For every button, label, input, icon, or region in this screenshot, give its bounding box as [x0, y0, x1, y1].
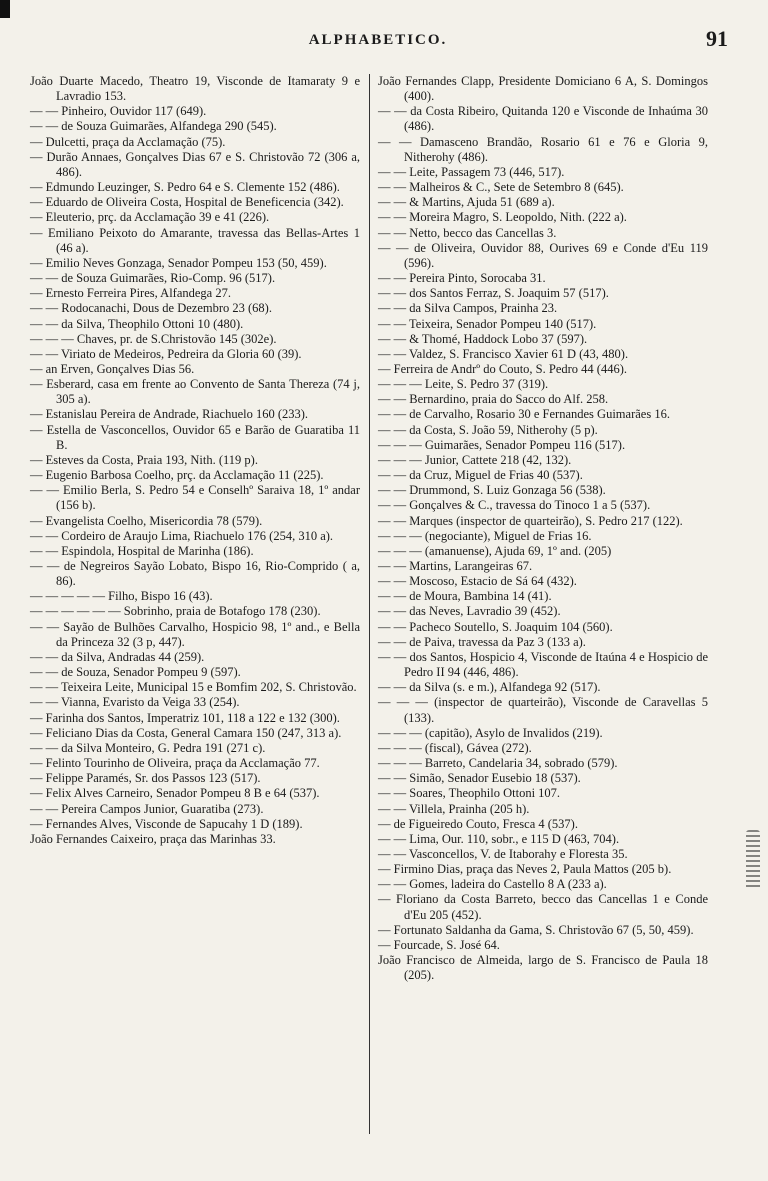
- directory-entry: — — & Martins, Ajuda 51 (689 a).: [378, 195, 555, 210]
- directory-entry: — Eleuterio, prç. da Acclamação 39 e 41 (226).: [30, 210, 270, 225]
- directory-entry: — Durão Annaes, Gonçalves Dias 67 e S. Christovão 72 (306 a, 486).: [30, 149, 360, 179]
- directory-entry: — Evangelista Coelho, Misericordia 78 (579).: [30, 513, 263, 528]
- directory-entry: — Ferreira de Andrº do Couto, S. Pedro 44 (446).: [378, 361, 627, 376]
- directory-entry: — Felinto Tourinho de Oliveira, praça da Acclamação 77.: [30, 756, 320, 771]
- directory-entry: — — Leite, Passagem 73 (446, 517).: [378, 164, 565, 179]
- directory-entry: — — Gomes, ladeira do Castello 8 A (233 a).: [378, 877, 607, 892]
- directory-entry: — — de Negreiros Sayão Lobato, Bispo 16, Rio-Comprido ( a, 86).: [30, 559, 360, 589]
- directory-entry: — — — — — — Sobrinho, praia de Botafogo 178 (230).: [30, 604, 321, 619]
- directory-entry: — — de Souza Guimarães, Alfandega 290 (545).: [30, 119, 277, 134]
- directory-entry: João Duarte Macedo, Theatro 19, Visconde de Itamaraty 9 e Lavradio 153.: [30, 74, 360, 104]
- directory-entry: — Felix Alves Carneiro, Senador Pompeu 8 B e 64 (537).: [30, 786, 320, 801]
- directory-entry: — — Emilio Berla, S. Pedro 54 e Conselhº Saraiva 18, 1º andar (156 b).: [30, 483, 360, 513]
- directory-entry: — — — (negociante), Miguel de Frias 16.: [378, 528, 592, 543]
- directory-entry: — — dos Santos, Hospicio 4, Visconde de Itaúna 4 e Hospicio de Pedro II 94 (446, 486).: [378, 649, 708, 680]
- directory-entry: — Emilio Neves Gonzaga, Senador Pompeu 153 (50, 459).: [30, 255, 327, 270]
- directory-entry: — — Simão, Senador Eusebio 18 (537).: [378, 771, 581, 786]
- directory-entry: — Floriano da Costa Barreto, becco das Cancellas 1 e Conde d'Eu 205 (452).: [378, 892, 708, 922]
- directory-entry: — — Viriato de Medeiros, Pedreira da Gloria 60 (39).: [30, 346, 302, 361]
- directory-entry: — — — Leite, S. Pedro 37 (319).: [378, 377, 549, 392]
- directory-entry: — Firmino Dias, praça das Neves 2, Paula Mattos (205 b).: [378, 862, 672, 877]
- directory-entry: — Fourcade, S. José 64.: [378, 937, 500, 952]
- directory-entry: — de Figueiredo Couto, Fresca 4 (537).: [378, 816, 578, 831]
- directory-entry: — — — Barreto, Candelaria 34, sobrado (579).: [378, 756, 618, 771]
- directory-entry: — — — (capitão), Asylo de Invalidos (219).: [378, 725, 603, 740]
- directory-entry: — — da Silva Monteiro, G. Pedra 191 (271 c).: [30, 740, 266, 755]
- directory-entry: — — Marques (inspector de quarteirão), S. Pedro 217 (122).: [378, 513, 683, 528]
- directory-entry: — — Pinheiro, Ouvidor 117 (649).: [30, 104, 207, 119]
- directory-entry: — Estella de Vasconcellos, Ouvidor 65 e Barão de Guaratiba 11 B.: [30, 422, 360, 452]
- directory-entry: — — Soares, Theophilo Ottoni 107.: [378, 786, 561, 801]
- directory-entry: — — da Silva (s. e m.), Alfandega 92 (517).: [378, 680, 601, 695]
- directory-entry: — — da Silva, Theophilo Ottoni 10 (480).: [30, 316, 244, 331]
- directory-entry: — Dulcetti, praça da Acclamação (75).: [30, 134, 226, 149]
- page-header: [28, 26, 728, 56]
- directory-entry: — — da Cruz, Miguel de Frias 40 (537).: [378, 468, 583, 483]
- directory-entry: — Fortunato Saldanha da Gama, S. Christovão 67 (5, 50, 459).: [378, 922, 694, 937]
- running-title: ALPHABETICO.: [308, 32, 448, 48]
- directory-entry: — Esberard, casa em frente ao Convento de Santa Thereza (74 j, 305 a).: [30, 377, 360, 407]
- directory-entry: — — Drummond, S. Luiz Gonzaga 56 (538).: [378, 483, 606, 498]
- directory-entry: — — Villela, Prainha (205 h).: [378, 801, 530, 816]
- directory-entry: João Fernandes Clapp, Presidente Domiciano 6 A, S. Domingos (400).: [378, 74, 708, 104]
- corner-print-mark: [0, 0, 10, 18]
- directory-entry: — — Valdez, S. Francisco Xavier 61 D (43, 480).: [378, 346, 629, 361]
- directory-entry: — — Martins, Larangeiras 67.: [378, 559, 533, 573]
- directory-entry: — — — (amanuense), Ajuda 69, 1º and. (205): [378, 543, 612, 558]
- directory-entry: — — Sayão de Bulhões Carvalho, Hospicio 98, 1º and., e Bella da Princeza 32 (3 p, 447).: [30, 619, 360, 649]
- directory-entry: — Edmundo Leuzinger, S. Pedro 64 e S. Clemente 152 (486).: [30, 180, 340, 195]
- directory-entry: — — Pacheco Soutello, S. Joaquim 104 (560).: [378, 619, 613, 634]
- directory-entry: — — — (inspector de quarteirão), Visconde de Caravellas 5 (133).: [378, 695, 708, 725]
- directory-entry: — — — Guimarães, Senador Pompeu 116 (517).: [378, 437, 626, 452]
- directory-entry: — — Gonçalves & C., travessa do Tinoco 1 a 5 (537).: [378, 498, 651, 513]
- directory-entry: — — Moscoso, Estacio de Sá 64 (432).: [378, 574, 577, 589]
- directory-entry: — — Pereira Campos Junior, Guaratiba (273).: [30, 801, 264, 816]
- column-divider: [369, 74, 370, 1134]
- directory-entry: — an Erven, Gonçalves Dias 56.: [30, 361, 195, 376]
- directory-entry: — — Vasconcellos, V. de Itaborahy e Floresta 35.: [378, 846, 628, 861]
- directory-entry: — Farinha dos Santos, Imperatriz 101, 118 a 122 e 132 (300).: [30, 710, 340, 725]
- directory-entry: — — Teixeira, Senador Pompeu 140 (517).: [378, 316, 597, 331]
- page-number: 91: [706, 26, 728, 51]
- left-column: [30, 74, 360, 847]
- directory-entry: — — Damasceno Brandão, Rosario 61 e 76 e Gloria 9, Nitherohy (486).: [378, 134, 708, 164]
- directory-entry: — Eduardo de Oliveira Costa, Hospital de Beneficencia (342).: [30, 195, 344, 210]
- directory-entry: — — Netto, becco das Cancellas 3.: [378, 225, 557, 240]
- directory-entry: João Fernandes Caixeiro, praça das Marinhas 33.: [30, 831, 276, 846]
- directory-entry: — Ernesto Ferreira Pires, Alfandega 27.: [30, 286, 231, 301]
- directory-entry: — — — — — Filho, Bispo 16 (43).: [30, 589, 213, 604]
- directory-entry: — Felippe Paramés, Sr. dos Passos 123 (517).: [30, 771, 261, 786]
- directory-entry: — — Rodocanachi, Dous de Dezembro 23 (68).: [30, 301, 272, 316]
- directory-entry: — — da Silva Campos, Prainha 23.: [378, 301, 558, 316]
- directory-entry: — — de Carvalho, Rosario 30 e Fernandes Guimarães 16.: [378, 407, 670, 422]
- directory-entry: — — Vianna, Evaristo da Veiga 33 (254).: [30, 695, 240, 710]
- directory-entry: — Esteves da Costa, Praia 193, Nith. (119 p).: [30, 452, 258, 467]
- directory-entry: — — de Souza Guimarães, Rio-Comp. 96 (517).: [30, 271, 276, 286]
- directory-entry: João Francisco de Almeida, largo de S. Francisco de Paula 18 (205).: [378, 953, 708, 983]
- directory-entry: — — de Paiva, travessa da Paz 3 (133 a).: [378, 634, 586, 649]
- directory-entry: — — de Moura, Bambina 14 (41).: [378, 589, 552, 604]
- directory-entry: — — da Costa, S. João 59, Nitherohy (5 p).: [378, 422, 598, 437]
- directory-entry: — — das Neves, Lavradio 39 (452).: [378, 604, 561, 619]
- directory-entry: — — — Junior, Cattete 218 (42, 132).: [378, 452, 572, 467]
- directory-entry: — — Espindola, Hospital de Marinha (186).: [30, 543, 254, 558]
- directory-entry: — Fernandes Alves, Visconde de Sapucahy 1 D (189).: [30, 816, 303, 831]
- directory-entry: — — Moreira Magro, S. Leopoldo, Nith. (222 a).: [378, 210, 627, 225]
- directory-entry: — — dos Santos Ferraz, S. Joaquim 57 (517).: [378, 286, 609, 301]
- directory-entry: — — da Costa Ribeiro, Quitanda 120 e Visconde de Inhaúma 30 (486).: [378, 104, 708, 134]
- directory-entry: — — Malheiros & C., Sete de Setembro 8 (645).: [378, 180, 624, 195]
- directory-entry: — — Teixeira Leite, Municipal 15 e Bomfim 202, S. Christovão.: [30, 680, 357, 695]
- directory-entry: — — Bernardino, praia do Sacco do Alf. 258.: [378, 392, 609, 407]
- directory-entry: — — de Souza, Senador Pompeu 9 (597).: [30, 665, 241, 680]
- directory-entry: — — & Thomé, Haddock Lobo 37 (597).: [378, 331, 588, 346]
- directory-entry: — Eugenio Barbosa Coelho, prç. da Acclamação 11 (225).: [30, 468, 324, 483]
- page-stain-mark: [746, 830, 760, 890]
- directory-entry: — Estanislau Pereira de Andrade, Riachuelo 160 (233).: [30, 407, 309, 422]
- directory-entry: — Feliciano Dias da Costa, General Camara 150 (247, 313 a).: [30, 725, 342, 740]
- directory-entry: — — — Chaves, pr. de S.Christovão 145 (302e).: [30, 331, 277, 346]
- directory-entry: — — Cordeiro de Araujo Lima, Riachuelo 176 (254, 310 a).: [30, 528, 334, 543]
- directory-entry: — Emiliano Peixoto do Amarante, travessa das Bellas-Artes 1 (46 a).: [30, 225, 360, 255]
- directory-entry: — — de Oliveira, Ouvidor 88, Ourives 69 e Conde d'Eu 119 (596).: [378, 240, 708, 270]
- directory-entry: — — da Silva, Andradas 44 (259).: [30, 649, 205, 664]
- right-column: [378, 74, 708, 983]
- directory-entry: — — Lima, Our. 110, sobr., e 115 D (463, 704).: [378, 831, 620, 846]
- directory-entry: — — Pereira Pinto, Sorocaba 31.: [378, 271, 546, 286]
- directory-entry: — — — (fiscal), Gávea (272).: [378, 740, 532, 755]
